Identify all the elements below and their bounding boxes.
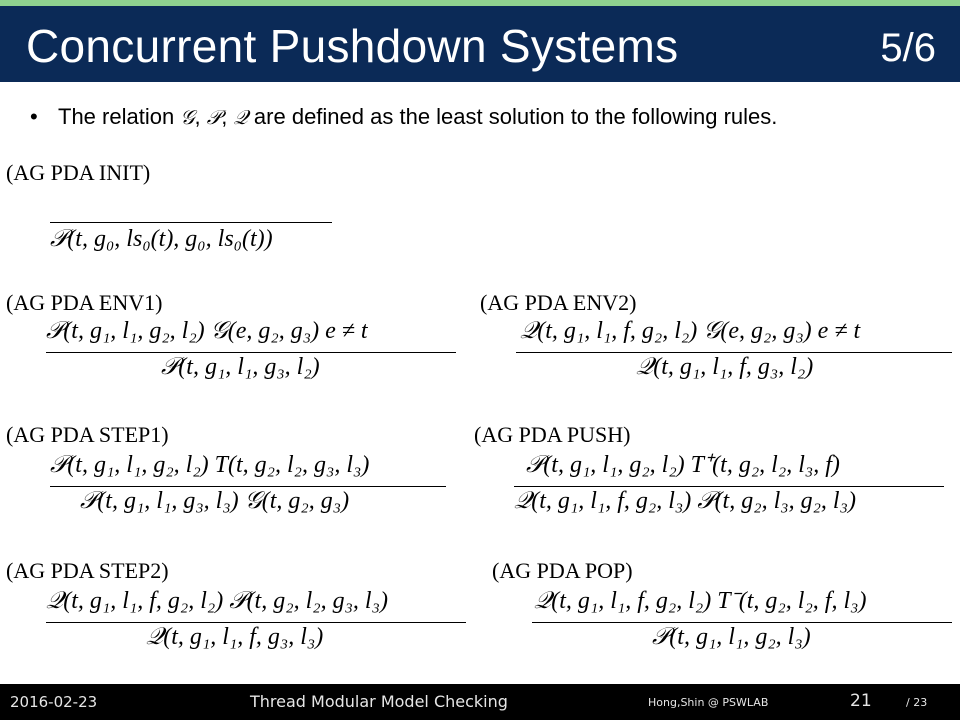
title-bar — [0, 6, 960, 82]
rule-step1 — [6, 422, 466, 522]
footer-date: 2016-02-23 — [10, 693, 98, 711]
slide-part-indicator: 5/6 — [880, 26, 936, 70]
rule-step2-name: (AG PDA STEP2) — [6, 558, 169, 583]
rule-env1 — [6, 290, 466, 390]
rule-pop-conclusion: 𝒫(t, g₁, l₁, g₂, l₃) — [652, 624, 811, 650]
rule-env1-name: (AG PDA ENV1) — [6, 290, 163, 315]
bullet-text — [30, 104, 777, 130]
rule-step1-name: (AG PDA STEP1) — [6, 422, 169, 447]
bullet-sep-1: , — [194, 104, 207, 129]
rule-pop — [492, 558, 958, 658]
rule-step1-bar — [50, 486, 446, 487]
rule-step1-premise: 𝒫(t, g₁, l₁, g₂, l₂) T(t, g₂, l₂, g₃, l₃) — [50, 452, 370, 478]
rule-push — [474, 422, 958, 522]
footer-bar — [0, 684, 960, 720]
bullet-text-before: The relation — [58, 104, 181, 129]
rule-init-name: (AG PDA INIT) — [6, 160, 151, 185]
rule-env2-premise: 𝒬(t, g₁, l₁, f, g₂, l₂) 𝒢(e, g₂, g₃) e ≠ t — [520, 318, 861, 344]
rule-step2-premise: 𝒬(t, g₁, l₁, f, g₂, l₂) 𝒫(t, g₂, l₂, g₃, l₃) — [46, 588, 388, 614]
footer-author: Hong,Shin @ PSWLAB — [648, 696, 769, 709]
rule-push-bar — [514, 486, 944, 487]
relation-Q: 𝒬 — [233, 105, 248, 129]
rule-push-premise: 𝒫(t, g₁, l₁, g₂, l₂) T⁺(t, g₂, l₂, l₃, f) — [526, 452, 840, 478]
rule-push-conclusion: 𝒬(t, g₁, l₁, f, g₂, l₃) 𝒫(t, g₂, l₃, g₂, l₃) — [514, 488, 856, 514]
rule-env2-conclusion: 𝒬(t, g₁, l₁, f, g₃, l₂) — [636, 354, 814, 380]
relation-P: 𝒫 — [206, 105, 222, 129]
rule-pop-premise: 𝒬(t, g₁, l₁, f, g₂, l₂) T⁻(t, g₂, l₂, f, l₃) — [534, 588, 867, 614]
bullet-icon: • — [30, 104, 38, 129]
rule-init-bar — [50, 222, 332, 223]
rule-env2 — [480, 290, 958, 390]
footer-page-total: / 23 — [906, 696, 928, 709]
rule-step1-conclusion: 𝒫(t, g₁, l₁, g₃, l₃) 𝒢(t, g₂, g₃) — [80, 488, 350, 514]
footer-title: Thread Modular Model Checking — [250, 692, 508, 711]
rule-pop-bar — [532, 622, 952, 623]
rule-env1-conclusion: 𝒫(t, g₁, l₁, g₃, l₂) — [161, 354, 320, 380]
rule-env2-name: (AG PDA ENV2) — [480, 290, 637, 315]
rule-env1-bar — [46, 352, 456, 353]
rule-env1-premise: 𝒫(t, g₁, l₁, g₂, l₂) 𝒢(e, g₂, g₃) e ≠ t — [46, 318, 368, 344]
rule-env2-bar — [516, 352, 952, 353]
rule-pop-name: (AG PDA POP) — [492, 558, 633, 583]
slide-title: Concurrent Pushdown Systems — [26, 20, 679, 72]
rule-init-conclusion: 𝒫(t, g₀, ls₀(t), g₀, ls₀(t)) — [50, 226, 273, 252]
bullet-text-after: are defined as the least solution to the following rules. — [247, 104, 778, 129]
relation-G: 𝒢 — [180, 105, 195, 129]
rule-step2 — [6, 558, 476, 658]
rule-init — [6, 160, 346, 260]
bullet-sep-2: , — [221, 104, 234, 129]
rule-step2-conclusion: 𝒬(t, g₁, l₁, f, g₃, l₃) — [146, 624, 324, 650]
rule-push-name: (AG PDA PUSH) — [474, 422, 631, 447]
footer-page-number: 21 — [850, 691, 872, 711]
rule-step2-bar — [46, 622, 466, 623]
